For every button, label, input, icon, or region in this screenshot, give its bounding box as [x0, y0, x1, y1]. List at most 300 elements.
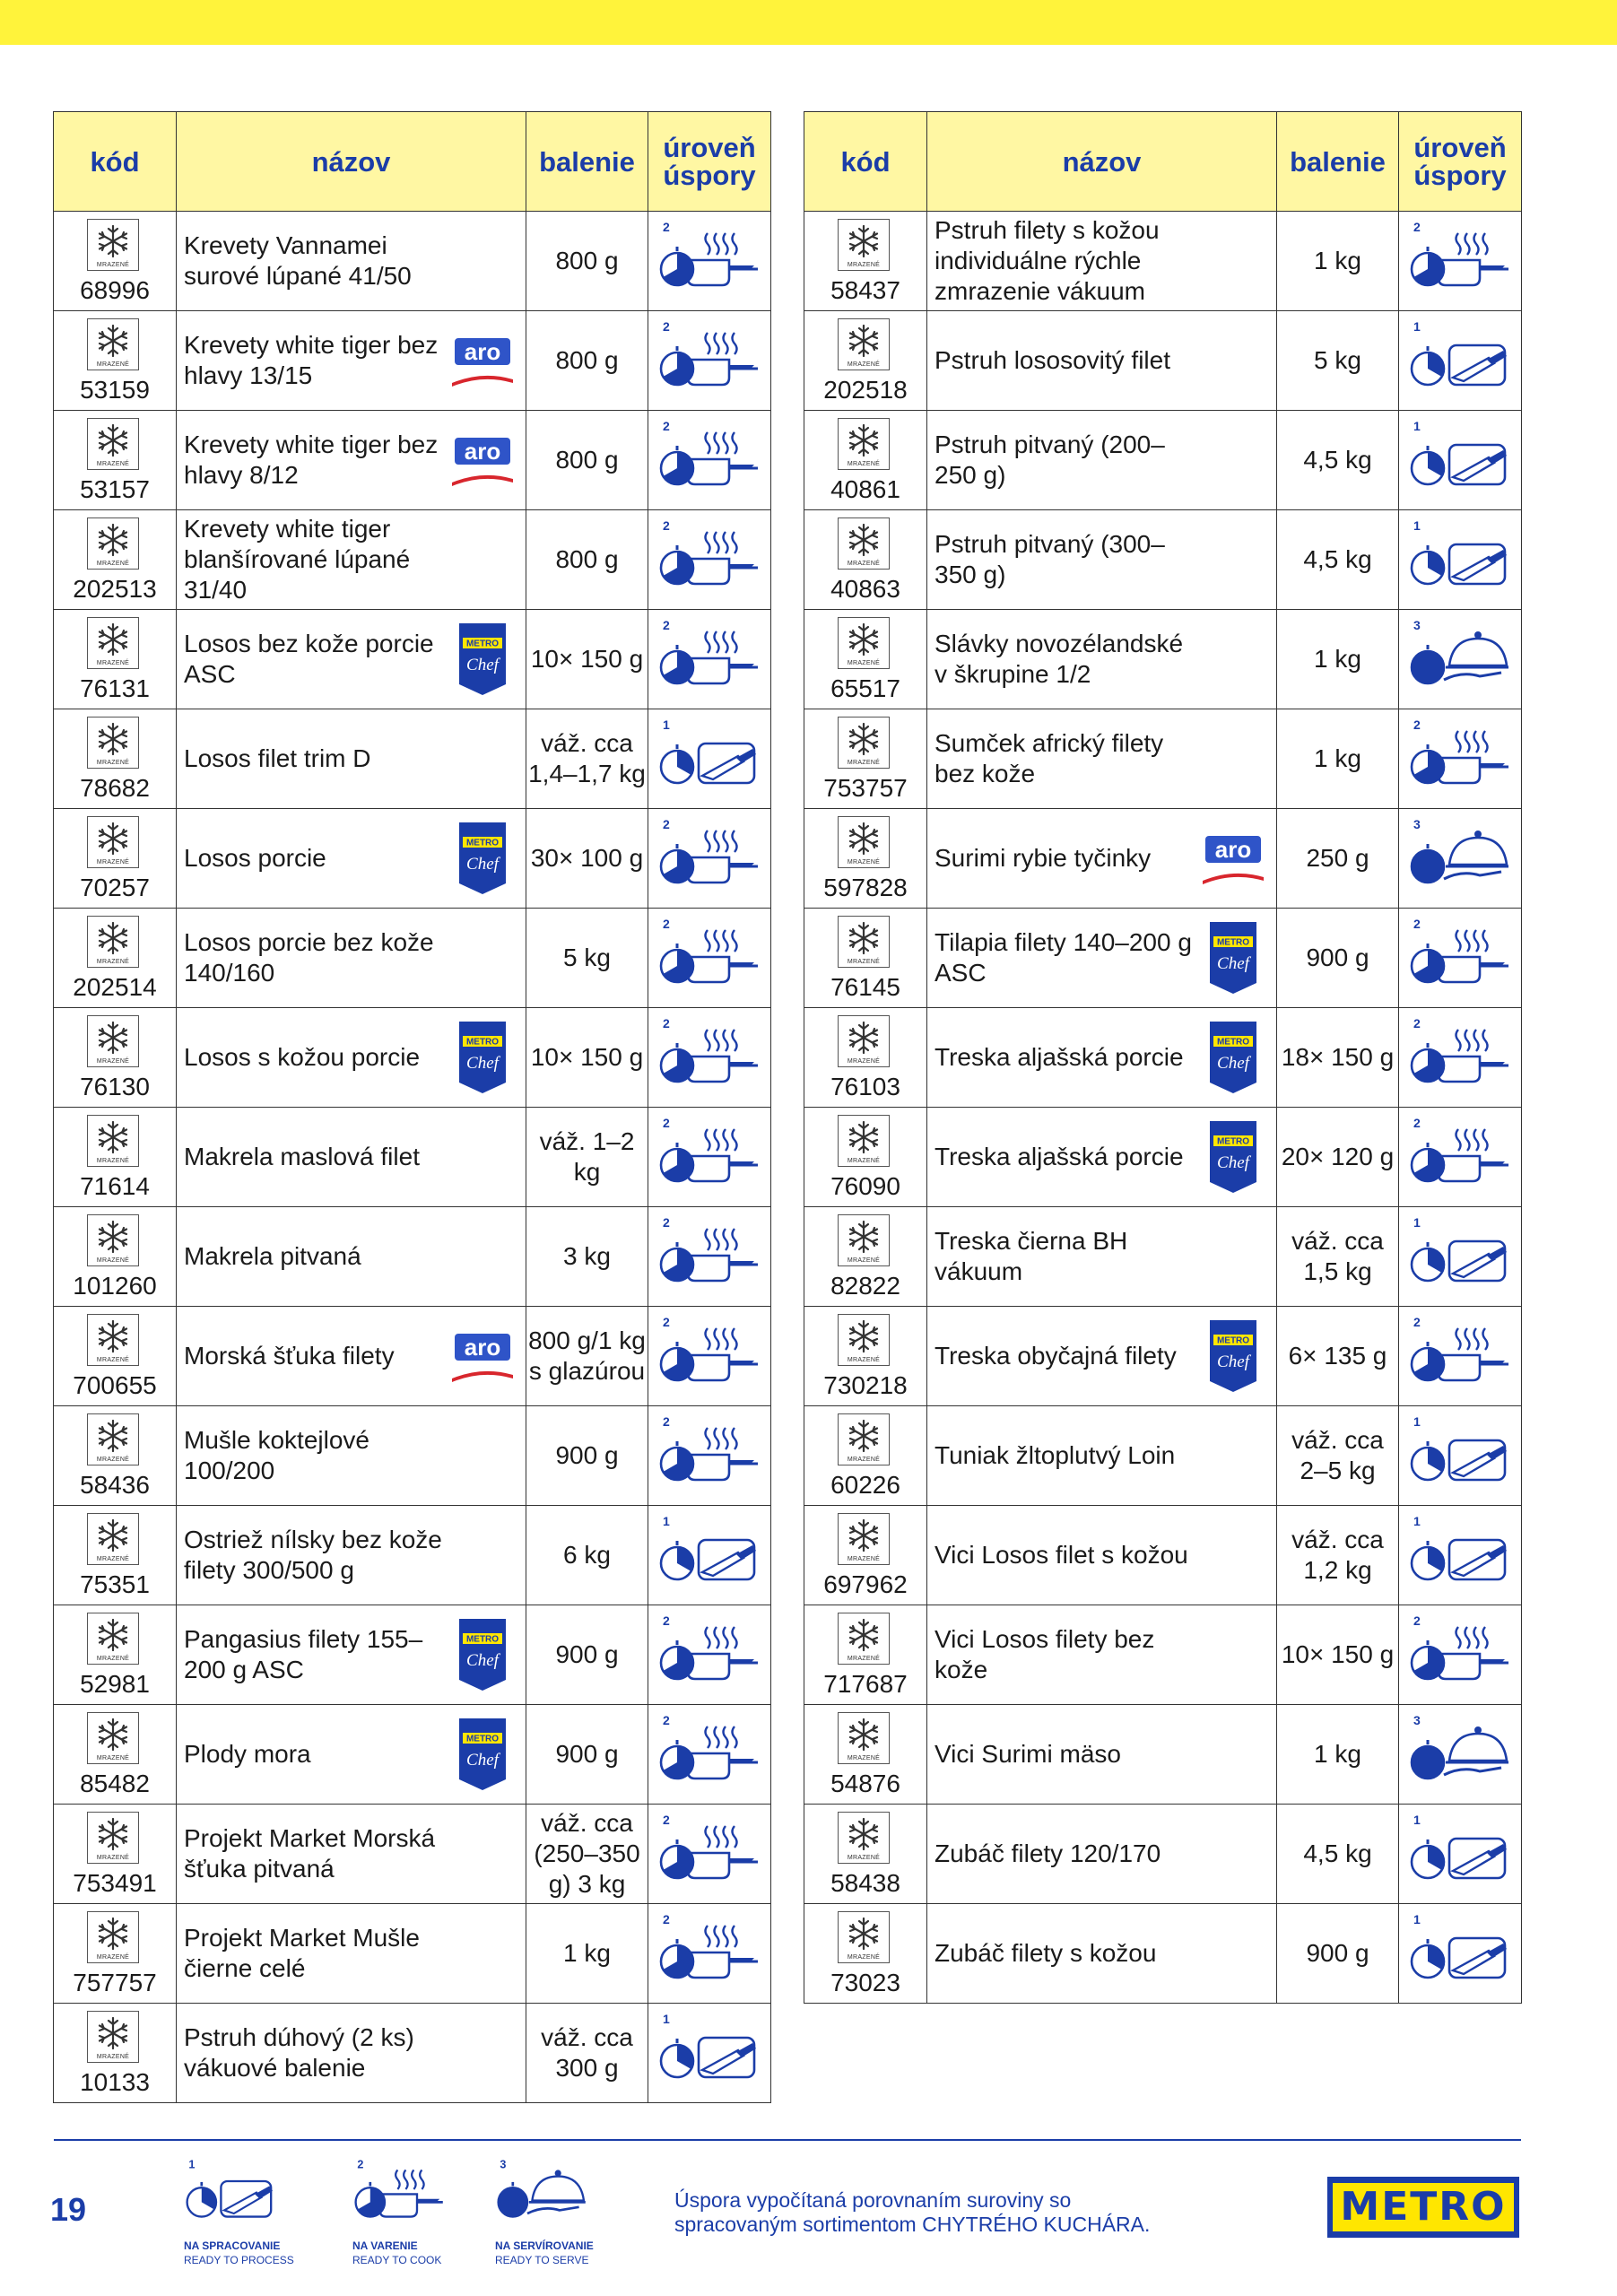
svg-text:1: 1	[1413, 319, 1421, 334]
product-code: 82822	[830, 1272, 900, 1300]
pack-cell	[1277, 809, 1399, 909]
product-code: 70257	[80, 874, 150, 901]
pack-cell	[526, 1406, 648, 1506]
product-code: 52981	[80, 1670, 150, 1698]
savings-level-cell	[1399, 1406, 1522, 1506]
table-row	[804, 1207, 1522, 1307]
code-cell	[804, 212, 927, 311]
table-header-row	[804, 112, 1522, 212]
product-pack: 4,5 kg	[1303, 1839, 1372, 1867]
frozen-snowflake-icon: MRAZENÉ	[838, 816, 890, 868]
savings-note: Úspora vypočítaná porovnaním suroviny so spracovaným sortimentom CHYTRÉHO KUCHÁRA.	[674, 2188, 1151, 2236]
product-code: 76103	[830, 1073, 900, 1100]
code-cell	[804, 809, 927, 909]
table-row	[804, 1406, 1522, 1506]
legend-label: NA SPRACOVANIE	[184, 2239, 281, 2252]
name-cell	[177, 809, 526, 909]
name-cell	[177, 1605, 526, 1705]
svg-text:2: 2	[663, 1613, 670, 1628]
table-row	[54, 1008, 771, 1108]
pack-cell	[526, 1307, 648, 1406]
frozen-snowflake-icon: MRAZENÉ	[87, 717, 139, 769]
product-code: 71614	[80, 1172, 150, 1200]
pack-cell	[526, 610, 648, 709]
savings-level-cell	[1399, 1008, 1522, 1108]
table-row	[804, 1506, 1522, 1605]
name-cell	[927, 809, 1277, 909]
product-code: 73023	[830, 1969, 900, 1996]
savings-level-cell	[648, 709, 771, 809]
product-name: Krevety white tiger bez hlavy 8/12	[184, 430, 439, 489]
table-row	[54, 709, 771, 809]
code-cell	[54, 1307, 177, 1406]
pack-cell	[526, 1008, 648, 1108]
frozen-snowflake-icon: MRAZENÉ	[87, 1812, 139, 1864]
svg-text:2: 2	[663, 220, 670, 234]
savings-level-cell	[648, 1207, 771, 1307]
pack-cell	[526, 1705, 648, 1805]
product-code: 202518	[823, 376, 908, 404]
name-cell	[927, 311, 1277, 411]
code-cell	[54, 212, 177, 311]
svg-text:2: 2	[663, 618, 670, 632]
name-cell	[177, 1506, 526, 1605]
svg-text:METRO: METRO	[1216, 1037, 1250, 1048]
code-cell	[804, 1307, 927, 1406]
product-name: Losos porcie bez kože 140/160	[184, 928, 434, 987]
frozen-snowflake-icon: MRAZENÉ	[838, 318, 890, 370]
metro-chef-brand-logo	[457, 1617, 508, 1692]
product-name: Tuniak žltoplutvý Loin	[935, 1441, 1176, 1469]
frozen-snowflake-icon: MRAZENÉ	[87, 318, 139, 370]
name-cell	[177, 212, 526, 311]
product-name: Krevety Vannamei surové lúpané 41/50	[184, 231, 412, 290]
savings-level-cell	[1399, 1904, 1522, 2004]
svg-text:2: 2	[1413, 1116, 1421, 1130]
code-cell	[804, 709, 927, 809]
savings-level-cell	[648, 1307, 771, 1406]
product-code: 757757	[73, 1969, 157, 1996]
pack-cell	[1277, 1705, 1399, 1805]
product-pack: 1 kg	[1314, 247, 1361, 274]
product-pack: váž. cca 1,2 kg	[1291, 1526, 1384, 1584]
name-cell	[927, 1008, 1277, 1108]
savings-level-cell	[1399, 1207, 1522, 1307]
product-name: Sumček africký filety bez kože	[935, 729, 1164, 787]
frozen-snowflake-icon: MRAZENÉ	[838, 418, 890, 470]
name-cell	[927, 1805, 1277, 1904]
product-code: 53157	[80, 475, 150, 503]
code-cell	[804, 1406, 927, 1506]
frozen-snowflake-icon: MRAZENÉ	[87, 1712, 139, 1764]
svg-text:2: 2	[1413, 1315, 1421, 1329]
svg-text:2: 2	[1413, 718, 1421, 732]
code-cell	[804, 1805, 927, 1904]
svg-text:Chef: Chef	[1217, 1153, 1249, 1172]
code-cell	[804, 411, 927, 510]
pack-cell	[1277, 1406, 1399, 1506]
product-name: Makrela pitvaná	[184, 1242, 361, 1270]
aro-brand-logo: aro	[448, 1334, 517, 1378]
product-table-right	[804, 111, 1522, 2004]
svg-text:2: 2	[663, 1215, 670, 1230]
product-name: Projekt Market Morská šťuka pitvaná	[184, 1824, 436, 1883]
savings-level-cell	[1399, 610, 1522, 709]
product-name: Morská šťuka filety	[184, 1342, 395, 1370]
savings-level-cell	[1399, 709, 1522, 809]
product-code: 101260	[73, 1272, 157, 1300]
pack-cell	[526, 1207, 648, 1307]
product-code: 40863	[830, 575, 900, 603]
svg-text:1: 1	[188, 2158, 196, 2171]
svg-text:2: 2	[663, 917, 670, 931]
aro-brand-logo: aro	[448, 338, 517, 383]
product-code: 58437	[830, 276, 900, 304]
product-pack: váž. cca 300 g	[541, 2023, 633, 2082]
table-row	[54, 1605, 771, 1705]
name-cell	[177, 1008, 526, 1108]
pack-cell	[526, 212, 648, 311]
metro-chef-brand-logo	[1208, 1020, 1258, 1095]
frozen-snowflake-icon: MRAZENÉ	[87, 617, 139, 669]
name-cell	[177, 1207, 526, 1307]
frozen-snowflake-icon: MRAZENÉ	[838, 1712, 890, 1764]
savings-level-cell	[648, 510, 771, 610]
metro-chef-brand-logo	[1208, 920, 1258, 996]
svg-text:1: 1	[1413, 1813, 1421, 1827]
product-table-left	[53, 111, 771, 2103]
product-name: Losos filet trim D	[184, 744, 371, 772]
product-pack: 10× 150 g	[1281, 1640, 1395, 1668]
svg-text:2: 2	[1413, 220, 1421, 234]
frozen-snowflake-icon: MRAZENÉ	[87, 1314, 139, 1366]
product-pack: váž. 1–2 kg	[539, 1127, 635, 1186]
savings-level-cell	[648, 1406, 771, 1506]
code-cell	[804, 909, 927, 1008]
svg-text:2: 2	[1413, 1613, 1421, 1628]
header-pack: balenie	[526, 112, 648, 212]
savings-level-cell	[648, 1008, 771, 1108]
table-row	[54, 1406, 771, 1506]
cutting-board-knife-icon	[184, 2157, 279, 2236]
savings-level-cell	[648, 1705, 771, 1805]
name-cell	[177, 510, 526, 610]
pack-cell	[1277, 709, 1399, 809]
product-name: Zubáč filety 120/170	[935, 1839, 1161, 1867]
svg-text:METRO: METRO	[1216, 1136, 1250, 1147]
name-cell	[177, 1307, 526, 1406]
frozen-snowflake-icon: MRAZENÉ	[87, 1115, 139, 1167]
cooking-pot-steam-icon	[352, 2157, 448, 2236]
product-pack: 5 kg	[563, 944, 611, 971]
code-cell	[54, 909, 177, 1008]
frozen-snowflake-icon: MRAZENÉ	[838, 1413, 890, 1465]
savings-level-cell	[1399, 411, 1522, 510]
product-pack: váž. cca (250–350 g) 3 kg	[534, 1809, 640, 1898]
aro-brand-logo: aro	[448, 438, 517, 483]
product-pack: váž. cca 2–5 kg	[1291, 1426, 1384, 1484]
product-pack: váž. cca 1,4–1,7 kg	[528, 729, 646, 787]
product-pack: 1 kg	[1314, 645, 1361, 673]
name-cell	[177, 1705, 526, 1805]
pack-cell	[1277, 1108, 1399, 1207]
frozen-snowflake-icon: MRAZENÉ	[87, 1613, 139, 1665]
svg-text:2: 2	[663, 319, 670, 334]
savings-level-cell	[648, 2004, 771, 2103]
table-row	[54, 909, 771, 1008]
pack-cell	[1277, 1805, 1399, 1904]
svg-text:METRO: METRO	[465, 838, 500, 848]
frozen-snowflake-icon: MRAZENÉ	[87, 1911, 139, 1963]
svg-text:1: 1	[1413, 518, 1421, 533]
pack-cell	[526, 411, 648, 510]
savings-level-cell	[648, 610, 771, 709]
code-cell	[54, 1904, 177, 2004]
svg-text:3: 3	[1413, 817, 1421, 831]
product-name: Plody mora	[184, 1740, 311, 1768]
product-code: 65517	[830, 674, 900, 702]
name-cell	[927, 1307, 1277, 1406]
svg-text:METRO: METRO	[465, 1634, 500, 1645]
top-yellow-bar	[0, 0, 1617, 45]
svg-text:2: 2	[663, 817, 670, 831]
product-pack: 6 kg	[563, 1541, 611, 1569]
code-cell	[54, 1705, 177, 1805]
svg-text:3: 3	[500, 2158, 507, 2171]
table-row	[804, 1605, 1522, 1705]
pack-cell	[1277, 610, 1399, 709]
legend-item-cook	[352, 2157, 448, 2266]
product-pack: 900 g	[555, 1740, 619, 1768]
product-pack: 6× 135 g	[1288, 1342, 1387, 1370]
frozen-snowflake-icon: MRAZENÉ	[838, 1015, 890, 1067]
legend-sublabel: READY TO SERVE	[495, 2254, 589, 2266]
product-pack: 30× 100 g	[530, 844, 644, 872]
frozen-snowflake-icon: MRAZENÉ	[838, 1314, 890, 1366]
product-name: Treska aljašská porcie	[935, 1043, 1184, 1071]
product-pack: 800 g	[555, 247, 619, 274]
product-code: 202514	[73, 973, 157, 1001]
product-code: 10133	[80, 2068, 150, 2096]
table-row	[804, 1307, 1522, 1406]
pack-cell	[526, 1506, 648, 1605]
table-row	[804, 411, 1522, 510]
product-name: Mušle koktejlové 100/200	[184, 1426, 369, 1484]
product-code: 717687	[823, 1670, 908, 1698]
svg-text:METRO: METRO	[1216, 937, 1250, 948]
savings-level-cell	[1399, 1307, 1522, 1406]
frozen-snowflake-icon: MRAZENÉ	[838, 1613, 890, 1665]
product-name: Pstruh dúhový (2 ks) vákuové balenie	[184, 2023, 414, 2082]
savings-level-cell	[1399, 1805, 1522, 1904]
svg-text:2: 2	[1413, 917, 1421, 931]
footer-divider	[54, 2139, 1521, 2141]
header-code: kód	[804, 112, 927, 212]
header-name: názov	[927, 112, 1277, 212]
code-cell	[804, 1904, 927, 2004]
product-name: Krevety white tiger blanšírované lúpané 31/40	[184, 515, 411, 604]
svg-text:2: 2	[663, 1813, 670, 1827]
table-row	[54, 411, 771, 510]
product-code: 597828	[823, 874, 908, 901]
product-code: 58436	[80, 1471, 150, 1499]
product-pack: 3 kg	[563, 1242, 611, 1270]
code-cell	[54, 709, 177, 809]
name-cell	[177, 1406, 526, 1506]
frozen-snowflake-icon: MRAZENÉ	[87, 219, 139, 271]
product-code: 697962	[823, 1570, 908, 1598]
code-cell	[804, 1207, 927, 1307]
svg-text:METRO: METRO	[1216, 1335, 1250, 1346]
savings-level-cell	[1399, 1108, 1522, 1207]
pack-cell	[526, 2004, 648, 2103]
serving-cloche-icon	[495, 2157, 590, 2236]
product-pack: 1 kg	[563, 1939, 611, 1967]
svg-text:Chef: Chef	[466, 1751, 499, 1770]
pack-cell	[526, 1605, 648, 1705]
svg-text:Chef: Chef	[466, 1054, 499, 1073]
savings-level-cell	[648, 1805, 771, 1904]
name-cell	[927, 1506, 1277, 1605]
frozen-snowflake-icon: MRAZENÉ	[838, 617, 890, 669]
header-code: kód	[54, 112, 177, 212]
svg-text:Chef: Chef	[466, 855, 499, 874]
frozen-snowflake-icon: MRAZENÉ	[87, 816, 139, 868]
product-code: 75351	[80, 1570, 150, 1598]
product-code: 202513	[73, 575, 157, 603]
name-cell	[927, 909, 1277, 1008]
table-row	[804, 1805, 1522, 1904]
svg-text:1: 1	[663, 1514, 670, 1528]
product-name: Makrela maslová filet	[184, 1143, 420, 1170]
table-row	[54, 1207, 771, 1307]
header-level: úroveň úspory	[1399, 112, 1522, 212]
svg-text:2: 2	[663, 1912, 670, 1926]
metro-chef-brand-logo	[457, 622, 508, 697]
svg-text:1: 1	[1413, 1912, 1421, 1926]
table-row	[54, 1506, 771, 1605]
savings-level-cell	[1399, 1506, 1522, 1605]
savings-level-cell	[1399, 1705, 1522, 1805]
frozen-snowflake-icon: MRAZENÉ	[838, 717, 890, 769]
savings-level-cell	[1399, 909, 1522, 1008]
svg-text:2: 2	[663, 518, 670, 533]
product-name: Vici Losos filety bez kože	[935, 1625, 1155, 1683]
name-cell	[927, 510, 1277, 610]
product-code: 40861	[830, 475, 900, 503]
svg-text:Chef: Chef	[1217, 1352, 1249, 1371]
table-row	[54, 2004, 771, 2103]
aro-brand-logo: aro	[1199, 836, 1267, 881]
frozen-snowflake-icon: MRAZENÉ	[838, 517, 890, 570]
table-row	[804, 909, 1522, 1008]
legend-label: NA SERVÍROVANIE	[495, 2239, 594, 2252]
product-code: 76090	[830, 1172, 900, 1200]
frozen-snowflake-icon: MRAZENÉ	[838, 1911, 890, 1963]
code-cell	[804, 311, 927, 411]
svg-text:2: 2	[663, 1116, 670, 1130]
product-code: 58438	[830, 1869, 900, 1897]
svg-text:2: 2	[663, 1315, 670, 1329]
pack-cell	[1277, 510, 1399, 610]
svg-text:2: 2	[663, 1713, 670, 1727]
svg-text:3: 3	[1413, 1713, 1421, 1727]
table-header-row	[54, 112, 771, 212]
table-row	[54, 1904, 771, 2004]
product-pack: 4,5 kg	[1303, 446, 1372, 474]
table-row	[54, 610, 771, 709]
svg-text:2: 2	[663, 419, 670, 433]
name-cell	[177, 610, 526, 709]
code-cell	[54, 1207, 177, 1307]
product-pack: 5 kg	[1314, 346, 1361, 374]
svg-text:1: 1	[1413, 1514, 1421, 1528]
product-pack: 900 g	[555, 1640, 619, 1668]
legend-label: NA VARENIE	[352, 2239, 418, 2252]
product-pack: 20× 120 g	[1281, 1143, 1395, 1170]
code-cell	[54, 510, 177, 610]
code-cell	[54, 1605, 177, 1705]
product-pack: 800 g	[555, 446, 619, 474]
pack-cell	[1277, 1307, 1399, 1406]
code-cell	[54, 411, 177, 510]
svg-text:1: 1	[1413, 1215, 1421, 1230]
code-cell	[54, 1406, 177, 1506]
code-cell	[54, 1506, 177, 1605]
svg-text:2: 2	[663, 1414, 670, 1429]
metro-chef-brand-logo	[457, 1020, 508, 1095]
table-row	[54, 809, 771, 909]
product-name: Losos bez kože porcie ASC	[184, 630, 434, 688]
page-number: 19	[50, 2191, 87, 2228]
code-cell	[804, 1705, 927, 1805]
name-cell	[927, 709, 1277, 809]
name-cell	[927, 1108, 1277, 1207]
product-pack: 800 g	[555, 545, 619, 573]
pack-cell	[526, 311, 648, 411]
table-row	[54, 510, 771, 610]
frozen-snowflake-icon: MRAZENÉ	[87, 2011, 139, 2063]
header-name: názov	[177, 112, 526, 212]
name-cell	[177, 2004, 526, 2103]
svg-text:METRO: METRO	[465, 1734, 500, 1744]
name-cell	[177, 709, 526, 809]
product-name: Surimi rybie tyčinky	[935, 844, 1152, 872]
savings-level-cell	[648, 411, 771, 510]
frozen-snowflake-icon: MRAZENÉ	[87, 916, 139, 968]
savings-level-cell	[1399, 510, 1522, 610]
svg-text:METRO: METRO	[465, 639, 500, 649]
product-code: 700655	[73, 1371, 157, 1399]
product-name: Losos s kožou porcie	[184, 1043, 421, 1071]
metro-chef-brand-logo	[457, 821, 508, 896]
name-cell	[927, 212, 1277, 311]
svg-text:1: 1	[1413, 419, 1421, 433]
legend-sublabel: READY TO PROCESS	[184, 2254, 294, 2266]
svg-text:2: 2	[1413, 1016, 1421, 1031]
product-code: 753757	[823, 774, 908, 802]
metro-chef-brand-logo	[1208, 1119, 1258, 1195]
svg-text:1: 1	[663, 718, 670, 732]
savings-level-cell	[648, 909, 771, 1008]
metro-chef-brand-logo	[1208, 1318, 1258, 1394]
savings-level-cell	[1399, 311, 1522, 411]
table-row	[54, 1108, 771, 1207]
savings-level-cell	[648, 1605, 771, 1705]
name-cell	[927, 1705, 1277, 1805]
svg-text:Chef: Chef	[466, 656, 499, 674]
product-name: Vici Losos filet s kožou	[935, 1541, 1188, 1569]
